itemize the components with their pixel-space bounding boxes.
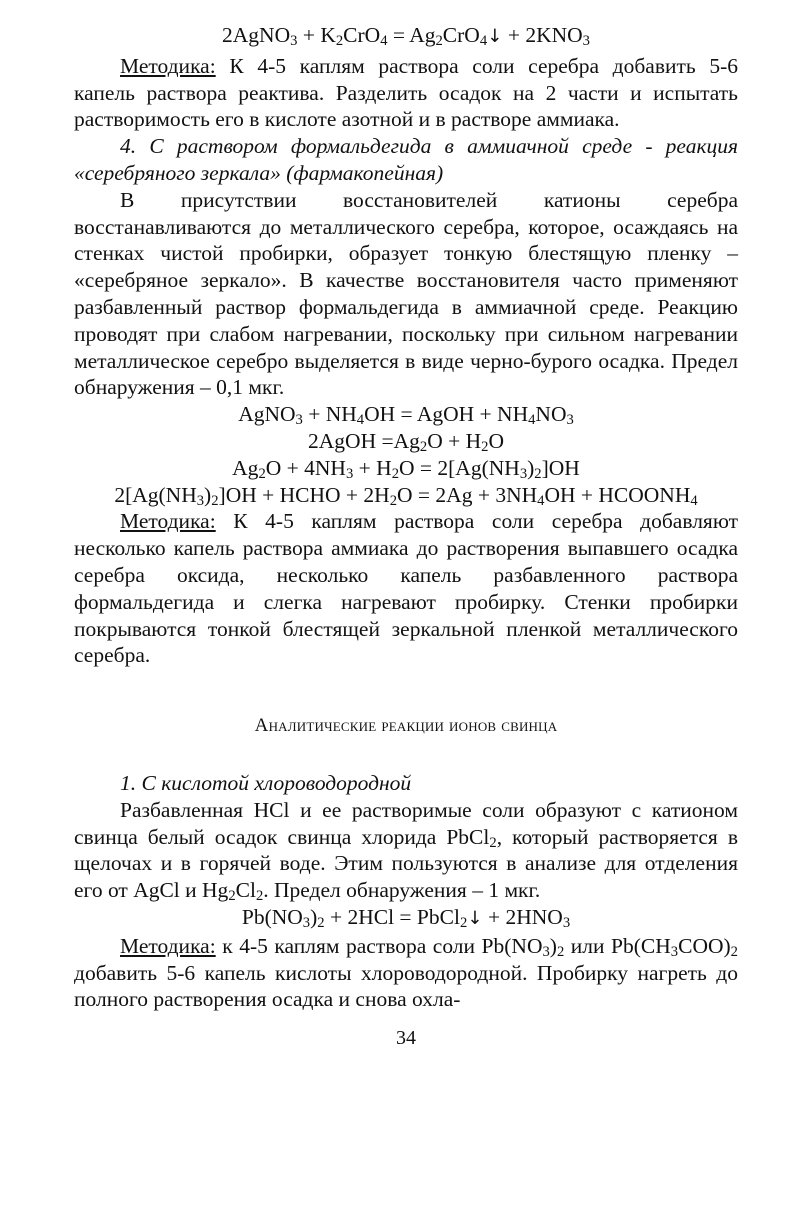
method-paragraph-lead: Методика: к 4-5 каплям раствора соли $Pb(NO_3)_2$ или $Pb(CH_3COO)_2$ добавить 5-6 капель кислоты хлороводородной. Пробирку нагреть до полного растворения осадка и снова охла-: [74, 933, 738, 1012]
section-heading-lead: Аналитические реакции ионов свинца: [254, 715, 558, 737]
equation-lead-chloride: $Pb(NO_3)_2 + 2HCl$ = PbCl$_2$↓ + $2HNO_3$: [241, 904, 571, 932]
precipitate-arrow-icon: ↓: [487, 26, 503, 47]
method-label: Методика:: [120, 509, 216, 534]
equation-silver-mirror: $2[Ag(NH_3)_2]OH$ + HCHO + $2H_2O = 2Ag + 3NH_4OH$ + $HCOONH_4$: [114, 482, 698, 509]
page-number: 34: [396, 1027, 416, 1049]
silver-mirror-paragraph: В присутствии восстановителей катионы серебра восстанавливаются до металлического серебра, которое, осаждаясь на стенках чистой пробирки, образует тонкую блестящую пленку – «серебряное зеркало». В качестве восстановителя часто применяют разбавленный раствор формальдегида в аммиачной среде. Реакцию проводят при слабом нагревании, поскольку при сильном нагревании металлическое серебро выделяется в виде черно-бурого осадка. Предел обнаружения – 0,1 мкг.: [74, 187, 738, 400]
reaction-item-hcl: 1. С кислотой хлороводородной: [120, 770, 412, 795]
reaction-item-formaldehyde: 4. С раствором формальдегида в аммиачной среде - реакция «серебряного зеркала» (фармакопейная): [74, 134, 738, 185]
equation-agoh: AgNO$_3$ + $NH_4OH$ = AgOH + $NH_4NO_3$: [238, 402, 574, 429]
method-paragraph-silver-mirror: Методика: К 4-5 каплям раствора соли серебра добавляют несколько капель раствора аммиака до растворения выпавшего осадка серебра оксида, несколько капель разбавленного раствора формальдегида и слегка нагревают пробирку. Стенки пробирки покрываются тонкой блестящей зеркальной пленкой металлического серебра.: [74, 509, 738, 668]
method-paragraph-chromate: Методика: К 4-5 каплям раствора соли серебра добавить 5-6 капель раствора реактива. Разделить осадок на 2 части и испытать растворимость его в кислоте азотной и в растворе аммиака.: [74, 53, 738, 132]
equation-ammine-complex: $Ag_2O + 4NH_3 + H_2O = 2[Ag(NH_3)_2]OH$: [232, 455, 580, 482]
equation-ag2o: 2AgOH $=Ag_2O + H_2O$: [308, 428, 504, 456]
method-label: Методика:: [120, 53, 216, 78]
precipitate-arrow-icon: ↓: [467, 907, 483, 929]
lead-chloride-paragraph: Разбавленная HCl и ее растворимые соли образуют с катионом свинца белый осадок свинца хлорида PbCl$_2$, который растворяется в щелочах и в горячей воде. Этим пользуются в анализе для отделения его от AgCl и $Hg_2Cl_2$. Предел обнаружения – 1 мкг.: [74, 797, 738, 905]
method-label: Методика:: [120, 933, 216, 958]
page-content: [74, 22, 738, 1013]
equation-silver-chromate: 2AgNO$_3$ + $K_2CrO_4$ = $Ag_2CrO_4↓ + 2KNO_3$: [222, 23, 590, 50]
